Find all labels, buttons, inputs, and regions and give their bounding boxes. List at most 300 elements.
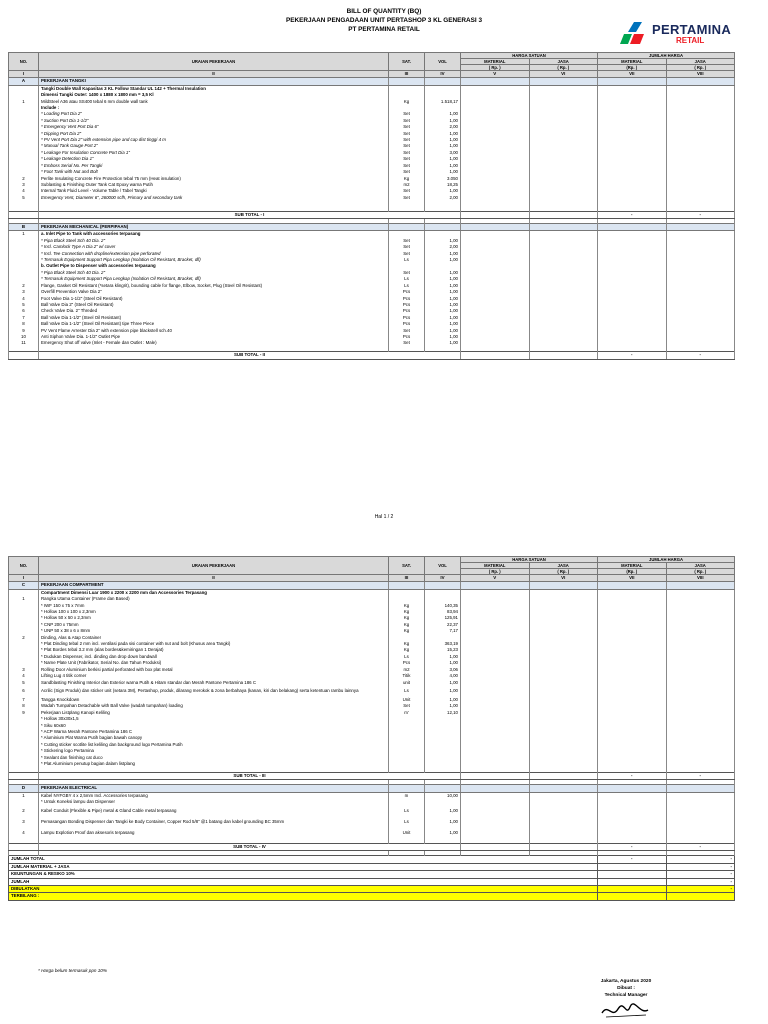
item-description: * IWF 150 x 75 x 7mm — [39, 603, 389, 609]
roman-numeral: V — [461, 71, 530, 78]
jasa-header: JASA — [529, 563, 598, 569]
roman-numeral: III — [389, 575, 425, 582]
item-volume: 1,00 — [425, 321, 461, 327]
price-cell — [529, 792, 598, 799]
item-unit: Pcs — [389, 315, 425, 321]
roman-numeral: II — [39, 71, 389, 78]
item-volume: 1,00 — [425, 660, 461, 666]
jasa-header: JASA — [529, 59, 598, 65]
page-number: Hal 1 / 2 — [374, 514, 394, 520]
section-header-row — [9, 78, 735, 85]
price-cell — [461, 686, 530, 697]
total-label: TERBILANG : — [9, 893, 598, 900]
total-jasa: - — [666, 871, 735, 878]
section-header-row — [9, 224, 735, 231]
empty-cell — [425, 582, 461, 589]
logo-word-2: RETAIL — [676, 36, 705, 45]
item-description: * Aluminium Plat Warna Putih bagian bawah canopy — [39, 735, 389, 741]
item-unit — [389, 231, 425, 238]
item-no: 5 — [9, 680, 39, 686]
price-cell — [666, 806, 735, 817]
item-description: Check Valve Dia. 2" Threded — [39, 308, 389, 314]
item-description: Anti Siphon Valve Dia. 1-1/2" Outlet Pipe — [39, 334, 389, 340]
total-jasa: - — [666, 878, 735, 885]
item-description: Foot Valve Dia 1-1/2" (Steel Oil Resistant) — [39, 296, 389, 302]
item-volume: 1,00 — [425, 308, 461, 314]
item-unit: Unit — [389, 828, 425, 839]
item-volume: 1,00 — [425, 315, 461, 321]
price-cell — [461, 792, 530, 799]
subtotal-label: SUB TOTAL - IV — [39, 844, 461, 851]
item-unit: Pcs — [389, 308, 425, 314]
total-material — [598, 886, 667, 893]
material-header: MATERIAL — [598, 563, 667, 569]
item-volume: 83,94 — [425, 609, 461, 615]
item-unit: m — [389, 792, 425, 799]
item-no: 5 — [9, 302, 39, 308]
item-description: Emergency Shut off valve (Inlet - Female dan Outlet : Male) — [39, 340, 389, 346]
item-volume: 1,00 — [425, 302, 461, 308]
roman-numeral: VII — [598, 575, 667, 582]
total-label: JUMLAH MATERIAL + JASA — [9, 863, 598, 870]
price-cell — [666, 686, 735, 697]
item-description: MildSteel A36 atau SS400 tebal 6 mm double wall tank — [39, 99, 389, 105]
item-description: * Dipping Port Dia 2" — [39, 131, 389, 137]
empty-cell — [425, 785, 461, 792]
price-cell — [666, 792, 735, 799]
item-unit — [389, 85, 425, 92]
item-description: * Incl. Camlock Type A Dia 2" w/ cover — [39, 244, 389, 250]
item-unit: Kg — [389, 99, 425, 105]
item-description: * Hollow 100 x 100 x 2,3mm — [39, 609, 389, 615]
item-no: 4 — [9, 188, 39, 194]
subtotal-material: - — [598, 211, 667, 218]
item-volume: 1,00 — [425, 131, 461, 137]
empty-cell — [529, 582, 598, 589]
item-unit — [389, 589, 425, 596]
item-description: * Leakage Detection Dia 1" — [39, 156, 389, 162]
empty-cell — [666, 224, 735, 231]
total-row — [9, 893, 735, 900]
total-material — [598, 893, 667, 900]
item-description: * CNP 200 x 75mm — [39, 622, 389, 628]
item-description: * Cutting sticker scotlite list keliling dan background logo Pertamina Putih — [39, 742, 389, 748]
roman-numeral: IV — [425, 71, 461, 78]
item-description: Kabel NYFGBY 4 x 2,5mm Incl. Accessories terpasang — [39, 792, 389, 799]
item-description: * Pipa Black Steel Sch 40 Dia. 2" — [39, 238, 389, 244]
item-unit: Ls — [389, 283, 425, 289]
item-volume: 4,00 — [425, 673, 461, 679]
title-line-1: BILL OF QUANTITY (BQ) — [346, 8, 422, 15]
item-description: Ball Valve Dia 1-1/2" (Steel Oil Resistant) tipe Three Piece — [39, 321, 389, 327]
subtotal-jasa: - — [666, 352, 735, 359]
roman-numeral: I — [9, 575, 39, 582]
item-description: * UNP 50 x 38 x 6 x 8mm — [39, 628, 389, 634]
empty-cell — [461, 211, 530, 218]
item-volume: 125,91 — [425, 615, 461, 621]
item-volume: 1,00 — [425, 289, 461, 295]
item-unit: Set — [389, 244, 425, 250]
item-unit: Kg — [389, 622, 425, 628]
price-cell — [598, 589, 667, 596]
empty-cell — [666, 78, 735, 85]
empty-cell — [529, 211, 598, 218]
item-volume: 363,19 — [425, 641, 461, 647]
col-no-header: NO. — [9, 557, 39, 575]
empty-cell — [598, 582, 667, 589]
title-line-2: PEKERJAAN PENGADAAN UNIT PERTASHOP 3 KL GENERASI 3 — [285, 17, 482, 24]
subtotal-jasa: - — [666, 844, 735, 851]
empty-cell — [529, 352, 598, 359]
item-description: * Stickering logo Pertamina — [39, 748, 389, 754]
item-unit: Set — [389, 238, 425, 244]
jasa-header: JASA — [666, 563, 735, 569]
item-no: 9 — [9, 328, 39, 334]
price-cell — [598, 828, 667, 839]
item-no: 1 — [9, 99, 39, 105]
item-description: Pemasangan Bonding Dispenser dan Tangki ke Body Container, Copper Rod 5/8" @1 batang dan kabel grounding BC 35mm — [39, 817, 389, 828]
table-row — [9, 806, 735, 817]
price-cell — [598, 817, 667, 828]
total-jasa — [666, 893, 735, 900]
total-jasa: - — [666, 886, 735, 893]
item-no: 4 — [9, 673, 39, 679]
item-description: * Incl. Tee Connection with dropline/extension pipe perforated — [39, 251, 389, 257]
item-unit: Titik — [389, 673, 425, 679]
item-unit: Ls — [389, 817, 425, 828]
item-description: Overfill Prevention Valve Dia 2" — [39, 289, 389, 295]
item-description: * Hollow 50 x 50 x 2,3mm — [39, 615, 389, 621]
total-jasa: - — [666, 856, 735, 863]
item-volume: 2,00 — [425, 124, 461, 130]
table-row — [9, 231, 735, 238]
price-cell — [666, 85, 735, 92]
item-unit: Set — [389, 703, 425, 709]
price-cell — [666, 817, 735, 828]
item-volume: 1,00 — [425, 828, 461, 839]
rp-header: ( Rp. ) — [461, 569, 530, 575]
item-description: * Pipa Black Steel Sch 40 Dia. 2" — [39, 270, 389, 276]
empty-cell — [461, 772, 530, 779]
empty-cell — [598, 78, 667, 85]
total-row — [9, 871, 735, 878]
item-unit: Set — [389, 111, 425, 117]
roman-numeral: I — [9, 71, 39, 78]
total-material — [598, 878, 667, 885]
item-unit: Set — [389, 131, 425, 137]
price-cell — [666, 589, 735, 596]
item-volume: 3.050 — [425, 176, 461, 182]
item-volume: 2,00 — [425, 244, 461, 250]
empty-cell — [461, 78, 530, 85]
roman-numeral: II — [39, 575, 389, 582]
item-no: 4 — [9, 296, 39, 302]
item-unit: Ls — [389, 257, 425, 263]
table-row — [9, 817, 735, 828]
total-label: JUMLAH — [9, 878, 598, 885]
roman-numeral: IV — [425, 575, 461, 582]
item-description: Flange, Gasket Oil Resistant (*setara klingrit), bounding cable for flange, Elbow, Socket, Plug (Steel Oil Resistant) — [39, 283, 389, 289]
item-description: Lampu Explotion Proof dan aksesoris terpasang — [39, 828, 389, 839]
item-description: Internal Tank Fluid Level - Volume Table / Tabel Tangki — [39, 188, 389, 194]
item-description: * Name Plate Unit (Fabrikator, Serial No. dan Tahun Produksi) — [39, 660, 389, 666]
item-volume: 1,00 — [425, 686, 461, 697]
item-description: * Leakage For Insulation Concrete Port Dia 1" — [39, 150, 389, 156]
table-row — [9, 792, 735, 799]
section-code: C — [9, 582, 39, 589]
item-description: * Manual Tank Gauge Port 2" — [39, 143, 389, 149]
item-description: Ball Valve Dia 1-1/2" (Steel Oil Resistant) — [39, 315, 389, 321]
roman-numeral-row — [9, 71, 735, 78]
item-unit: m' — [389, 710, 425, 716]
item-unit: Set — [389, 143, 425, 149]
signature-block — [586, 978, 666, 1024]
item-volume — [425, 589, 461, 596]
item-description: Lifting Lug 4 titik corner — [39, 673, 389, 679]
col-sat-header: SAT. — [389, 557, 425, 575]
rp-header: ( Rp. ) — [529, 65, 598, 71]
item-volume: 1,00 — [425, 257, 461, 263]
roman-numeral-row — [9, 575, 735, 582]
material-header: MATERIAL — [461, 563, 530, 569]
title-line-3: PT PERTAMINA RETAIL — [348, 26, 420, 33]
subtotal-material: - — [598, 844, 667, 851]
item-volume: 140,35 — [425, 603, 461, 609]
col-uraian-header: URAIAN PEKERJAAN — [39, 53, 389, 71]
item-unit: m2 — [389, 667, 425, 673]
item-volume: 2,00 — [425, 195, 461, 201]
item-unit: Set — [389, 150, 425, 156]
item-volume: 1,00 — [425, 654, 461, 660]
item-no: 11 — [9, 340, 39, 346]
item-unit: Pcs — [389, 321, 425, 327]
item-volume: 18,25 — [425, 182, 461, 188]
item-unit: Pcs — [389, 302, 425, 308]
item-volume: 1,00 — [425, 111, 461, 117]
item-description: * Emboss Serial No. Per Tangki — [39, 163, 389, 169]
material-header: MATERIAL — [598, 59, 667, 65]
item-no: 3 — [9, 182, 39, 188]
item-description: * Dudukan Dispenser, incl. dinding dan drop down bandwall — [39, 654, 389, 660]
item-description: Kabel Conduit (Flexible & Pipe) metal & Gland Cable metal terpasang — [39, 806, 389, 817]
pertamina-emblem-icon — [620, 20, 650, 46]
empty-cell — [9, 844, 39, 851]
empty-cell — [425, 78, 461, 85]
section-title: PEKERJAAN COMPARTMENT — [39, 582, 389, 589]
item-volume: 12,10 — [425, 710, 461, 716]
total-material — [598, 871, 667, 878]
price-cell — [529, 817, 598, 828]
empty-cell — [9, 772, 39, 779]
total-label: JUMLAH TOTAL — [9, 856, 598, 863]
item-unit: Set — [389, 118, 425, 124]
item-unit: Set — [389, 169, 425, 175]
item-description: * Sealant dan finishing cat duco — [39, 755, 389, 761]
item-unit: Set — [389, 251, 425, 257]
item-description: * PV Vent Port Dia 2" with extension pipe and cap dist tinggi 4 m — [39, 137, 389, 143]
item-volume: 7,17 — [425, 628, 461, 634]
item-description: a. Inlet Pipe to Tank with accessories terpasang — [39, 231, 389, 238]
empty-cell — [529, 785, 598, 792]
item-no: 1 — [9, 596, 39, 602]
item-description: Rolling Door Aluminium berkisi partial perforated with box plat metal — [39, 667, 389, 673]
item-volume: 3,06 — [425, 667, 461, 673]
item-unit: Set — [389, 188, 425, 194]
item-description: * ACP Warna Merah Pantone Pertamina 186 C — [39, 729, 389, 735]
signer-role: Technical Manager — [604, 993, 648, 998]
jumlah-harga-header: JUMLAH HARGA — [598, 557, 735, 563]
col-vol-header: VOL — [425, 557, 461, 575]
price-cell — [461, 231, 530, 238]
item-unit: Set — [389, 195, 425, 201]
subtotal-row — [9, 352, 735, 359]
item-volume: 1,00 — [425, 163, 461, 169]
price-cell — [666, 231, 735, 238]
item-no: 5 — [9, 195, 39, 201]
item-unit: Pcs — [389, 296, 425, 302]
item-unit: Kg — [389, 628, 425, 634]
price-cell — [461, 85, 530, 92]
item-description: Sublasting & Finishing Outer Tank Cat Epoxy warna Putih — [39, 182, 389, 188]
col-no-header: NO. — [9, 53, 39, 71]
subtotal-material: - — [598, 772, 667, 779]
subtotal-row — [9, 844, 735, 851]
price-cell — [529, 828, 598, 839]
item-no: 2 — [9, 283, 39, 289]
item-unit: Set — [389, 163, 425, 169]
total-row — [9, 863, 735, 870]
item-no: 3 — [9, 289, 39, 295]
item-volume: 1,00 — [425, 169, 461, 175]
item-description: Tangga Knockdown — [39, 697, 389, 703]
col-vol-header: VOL — [425, 53, 461, 71]
roman-numeral: VIII — [666, 71, 735, 78]
price-cell — [598, 792, 667, 799]
item-volume: 1.518,17 — [425, 99, 461, 105]
item-volume: 1,00 — [425, 680, 461, 686]
boq-table-page-2 — [8, 556, 735, 901]
subtotal-jasa: - — [666, 772, 735, 779]
total-label: KEUNTUNGAN & RESIKO 10% — [9, 871, 598, 878]
item-volume: 1,00 — [425, 118, 461, 124]
pertamina-logo — [620, 20, 760, 48]
item-description: * Emergency Vent Port Dia 6" — [39, 124, 389, 130]
price-cell — [666, 828, 735, 839]
section-header-row — [9, 582, 735, 589]
empty-cell — [461, 352, 530, 359]
item-description: Include : — [39, 105, 389, 111]
item-volume: 1,00 — [425, 238, 461, 244]
item-unit: Set — [389, 124, 425, 130]
item-no: 2 — [9, 806, 39, 817]
total-row — [9, 886, 735, 893]
item-no — [9, 589, 39, 596]
item-description: * Foot Tank with Nut and Bolt — [39, 169, 389, 175]
empty-cell — [666, 582, 735, 589]
harga-satuan-header: HARGA SATUAN — [461, 53, 598, 59]
item-no: 3 — [9, 667, 39, 673]
item-description: * Termasuk Equipment Support Pipa Lengkap (Isolation Oil Resistant, Bracket, dll) — [39, 257, 389, 263]
price-cell — [529, 85, 598, 92]
price-cell — [529, 589, 598, 596]
item-description: Dimensi Tangki Outer: 1400 x 1880 x 1800 mm = 3,5 Kl — [39, 92, 389, 98]
empty-cell — [9, 352, 39, 359]
item-description: Ball Valve Dia 2" (Steel Oil Resistant) — [39, 302, 389, 308]
item-volume: 1,00 — [425, 806, 461, 817]
jumlah-harga-header: JUMLAH HARGA — [598, 53, 735, 59]
item-description: Pekerjaan Listplang Kanopi Keliling — [39, 710, 389, 716]
item-unit: Ls — [389, 276, 425, 282]
subtotal-row — [9, 772, 735, 779]
empty-cell — [461, 844, 530, 851]
item-no: 8 — [9, 703, 39, 709]
empty-cell — [461, 224, 530, 231]
handwritten-signature — [596, 1001, 656, 1021]
empty-cell — [529, 772, 598, 779]
item-volume: 22,37 — [425, 622, 461, 628]
section-title: PEKERJAAN MECHANICAL (PERPIPAAN) — [39, 224, 389, 231]
col-sat-header: SAT. — [389, 53, 425, 71]
price-cell — [529, 231, 598, 238]
section-code: A — [9, 78, 39, 85]
total-material — [598, 863, 667, 870]
material-header: MATERIAL — [461, 59, 530, 65]
logo-word-1: PERTAMINA — [652, 22, 732, 37]
item-description: Dinding, Alas & Atap Container — [39, 635, 389, 641]
roman-numeral: III — [389, 71, 425, 78]
item-unit: Set — [389, 156, 425, 162]
item-no: 6 — [9, 308, 39, 314]
item-no: 8 — [9, 321, 39, 327]
price-cell — [461, 828, 530, 839]
col-uraian-header: URAIAN PEKERJAAN — [39, 557, 389, 575]
item-volume — [425, 85, 461, 92]
footnote: * Harga belum termasuk ppn 10% — [38, 968, 107, 973]
item-no: 2 — [9, 635, 39, 641]
empty-cell — [389, 224, 425, 231]
item-description: * Plat Dinding tebal 2 mm incl. ventilasi pada sisi container with nut and bolt (Khusus area Tangki) — [39, 641, 389, 647]
item-volume: 1,00 — [425, 143, 461, 149]
section-header-row — [9, 785, 735, 792]
item-no: 2 — [9, 176, 39, 182]
item-unit: Pcs — [389, 334, 425, 340]
empty-cell — [666, 785, 735, 792]
empty-cell — [389, 78, 425, 85]
item-unit: Kg — [389, 641, 425, 647]
section-code: B — [9, 224, 39, 231]
item-no: 1 — [9, 231, 39, 238]
empty-cell — [529, 78, 598, 85]
item-description: * Untuk Koneksi lampu dan Dispenser — [39, 799, 389, 805]
item-volume: 3,00 — [425, 150, 461, 156]
price-cell — [461, 817, 530, 828]
item-description: * Siku 60x60 — [39, 723, 389, 729]
subtotal-label: SUB TOTAL - I — [39, 211, 461, 218]
empty-cell — [598, 224, 667, 231]
item-volume: 1,00 — [425, 703, 461, 709]
item-volume: 1,00 — [425, 156, 461, 162]
total-material: - — [598, 856, 667, 863]
item-volume: 1,00 — [425, 328, 461, 334]
table-row — [9, 85, 735, 92]
roman-numeral: V — [461, 575, 530, 582]
total-row — [9, 856, 735, 863]
item-description: * Suction Port Dia 1-1/2" — [39, 118, 389, 124]
section-title: PEKERJAAN TANGKI — [39, 78, 389, 85]
roman-numeral: VI — [529, 575, 598, 582]
total-label: DIBULATKAN — [9, 886, 598, 893]
price-cell — [529, 806, 598, 817]
